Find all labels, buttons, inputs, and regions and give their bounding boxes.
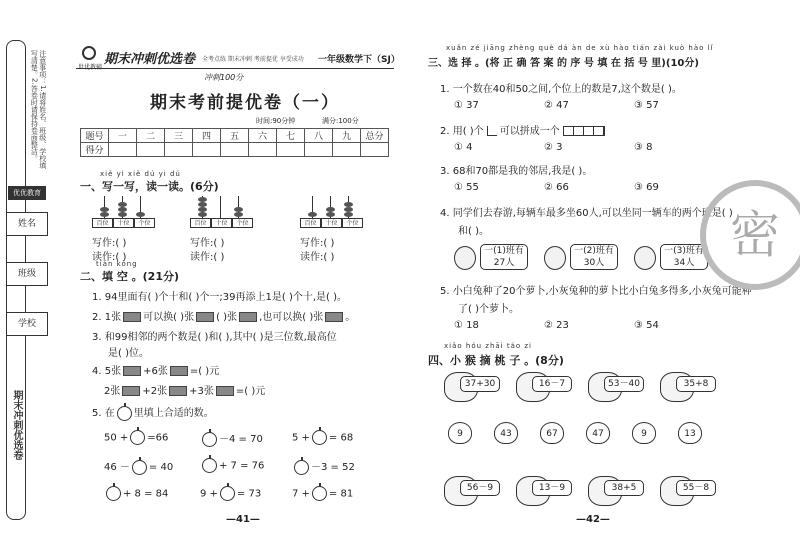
secret-seal: 密 [700,180,800,290]
equation: 9 + = 73 [200,486,261,501]
abacus-column-label: 百位 [92,218,113,228]
abacus-column-label: 十位 [211,218,232,228]
subtitle: 冲刺100分 [204,73,244,82]
choice-option[interactable]: ③ 69 [634,182,659,193]
triangle-icon [487,126,497,136]
student-icon [634,246,656,270]
expression-card: 38+5 [604,480,644,496]
bill-icon [239,312,257,322]
bill-icon [325,312,343,322]
peach[interactable]: 67 [540,422,564,444]
bill-icon [216,386,234,396]
sidebar-logo: 期末冲刺优选卷 [11,390,22,460]
bill-icon [122,386,140,396]
apple-icon[interactable] [220,486,235,501]
expression-card: 35+8 [676,376,716,392]
expression-card: 56－9 [460,480,500,496]
s3-q4: 4. 同学们去春游,每辆车最多坐60人,可以坐同一辆车的两个班是( ) [440,208,733,219]
abacus-column-label: 十位 [113,218,134,228]
s2-q1: 1. 94里面有( )个十和( )个一;39再添上1是( )个十,是( )。 [92,292,348,303]
write-answer[interactable]: 写作:( ) [92,238,127,249]
abacus-column-label: 个位 [342,218,363,228]
score-input-cell[interactable] [361,143,389,157]
score-header-cell: 八 [305,129,333,143]
s2-q2: 2. 1张 可以换( )张 ( )张 ,也可以换( )张 。 [92,312,356,323]
score-table [80,128,389,157]
s2-q4a: 4. 5张 +6张 =( )元 [92,366,220,377]
bill-icon [196,312,214,322]
score-input-cell[interactable] [109,143,137,157]
score-input-cell[interactable] [137,143,165,157]
write-answer[interactable]: 写作:( ) [190,238,225,249]
brand: 期末冲刺优选卷 [104,52,196,67]
s1-title: 一、写一写，读一读。(6分) [80,180,219,193]
choice-option[interactable]: ③ 57 [634,100,659,111]
choice-option[interactable]: ② 47 [544,100,569,111]
sidebar-badge: 优优教育 [8,186,46,200]
apple-icon[interactable] [132,460,147,475]
header-rule [76,68,394,69]
notes: 注意事项：1.请将姓名、班级、学校填写清楚。2.答卷时请保持卷面整洁。 [30,50,47,169]
peach[interactable]: 9 [448,422,472,444]
equation: 5 + = 68 [292,430,353,445]
student-icon [544,246,566,270]
score-header-cell: 七 [277,129,305,143]
s2-q3: 3. 和99相邻的两个数是( )和( ),其中( )是三位数,最高位 [92,332,337,343]
equation: + 7 = 76 [200,458,264,473]
slogan: 全考点练 期末冲刺 考前提优 享受成功 [202,56,304,63]
equation: 46 － = 40 [104,458,173,475]
expression-card: 53－40 [604,376,644,392]
peach[interactable]: 47 [586,422,610,444]
choice-option[interactable]: ② 66 [544,182,569,193]
score-header-cell: 一 [109,129,137,143]
bill-icon [123,366,141,376]
score-input-cell[interactable] [305,143,333,157]
apple-icon[interactable] [294,460,309,475]
score-header-cell: 五 [221,129,249,143]
expression-card: 16－7 [532,376,572,392]
s3-q5: 5. 小白兔种了20个萝卜,小灰兔种的萝卜比小白兔多得多,小灰兔可能种 [440,286,752,297]
score-label-cell: 得分 [81,143,109,157]
choice-option[interactable]: ① 4 [454,142,473,153]
page-number-right: —42— [576,514,610,525]
abacus-column-label: 十位 [321,218,342,228]
expression-card: 55－8 [676,480,716,496]
score-input-cell[interactable] [333,143,361,157]
score-header-cell: 二 [137,129,165,143]
exam-time: 时间:90分钟 [256,117,296,125]
s3-q1: 1. 一个数在40和50之间,个位上的数是7,这个数是( )。 [440,84,682,95]
peach[interactable]: 13 [678,422,702,444]
score-header-cell: 九 [333,129,361,143]
publisher [78,62,102,71]
expression-card: 37+30 [460,376,500,392]
apple-icon[interactable] [106,486,121,501]
class-bubble: 一(3)班有34人 [660,244,708,270]
equation: + 8 = 84 [104,486,168,501]
expression-card: 13－9 [532,480,572,496]
apple-icon [117,406,132,421]
abacus-column-label: 百位 [190,218,211,228]
peach[interactable]: 43 [494,422,518,444]
score-header-cell: 四 [193,129,221,143]
equation: 7 + = 81 [292,486,353,501]
choice-option[interactable]: ② 23 [544,320,569,331]
abacus-column-label: 百位 [300,218,321,228]
score-input-cell[interactable] [249,143,277,157]
s3-q4b: 和( )。 [458,226,489,237]
class-bubble: 一(1)班有27人 [480,244,528,270]
s3-q2: 2. 用( )个 可以拼成一个 [440,122,605,137]
apple-icon[interactable] [312,430,327,445]
bill-icon [169,386,187,396]
equation: 50 + =66 [104,430,168,445]
equation: －3 = 52 [292,458,355,475]
s2-q5: 5. 在 里填上合适的数。 [92,404,214,421]
student-icon [454,246,476,270]
s3-title: 三、选 择 。(将 正 确 答 案 的 序 号 填 在 括 号 里)(10分) [428,58,699,69]
apple-icon[interactable] [130,430,145,445]
s4-title: 四、小 猴 摘 桃 子 。(8分) [428,354,564,367]
read-answer[interactable]: 读作:( ) [190,252,225,263]
s2-pinyin: tián kòng [96,260,138,268]
choice-option[interactable]: ① 18 [454,320,479,331]
s2-title: 二、填 空 。(21分) [80,270,180,283]
score-header-cell: 三 [165,129,193,143]
write-answer[interactable]: 写作:( ) [300,238,335,249]
choice-option[interactable]: ② 3 [544,142,563,153]
s4-pinyin: xiǎo hóu zhāi táo zi [444,342,532,350]
s3-pinyin: xuǎn zé jiāng zhèng què dá àn de xù hào tián zài kuò hào lǐ [446,44,714,52]
score-header-cell: 总分 [361,129,389,143]
abacus [300,196,362,230]
full-score: 满分:100分 [322,117,359,125]
apple-icon[interactable] [202,432,217,447]
s2-q3b: 是( )位。 [108,348,149,359]
exam-title: 期末考前提优卷（一） [150,93,340,113]
equation: －4 = 70 [200,430,263,447]
logo-icon [82,46,96,60]
score-input-cell[interactable] [165,143,193,157]
rectangle-icon [563,126,605,136]
s3-q3: 3. 68和70都是我的邻居,我是( )。 [440,166,593,177]
score-header-cell: 六 [249,129,277,143]
s1-pinyin: xiě yi xiě dú yi dú [100,170,181,178]
read-answer[interactable]: 读作:( ) [300,252,335,263]
abacus-column-label: 个位 [232,218,253,228]
score-input-cell[interactable] [277,143,305,157]
abacus [92,196,154,230]
apple-icon[interactable] [312,486,327,501]
choice-option[interactable]: ③ 8 [634,142,653,153]
choice-option[interactable]: ① 55 [454,182,479,193]
read-answer[interactable]: 读作:( ) [92,252,127,263]
bill-icon [123,312,141,322]
s3-q5b: 了( )个萝卜。 [458,304,519,315]
bill-icon [170,366,188,376]
score-header-cell: 题号 [81,129,109,143]
apple-icon[interactable] [202,458,217,473]
grade-label: 一年级数学下（SJ） [318,55,400,65]
peach[interactable]: 9 [632,422,656,444]
class-field[interactable]: 班级 [6,262,48,286]
s2-q4b: 2张 +2张 +3张 =( )元 [104,386,266,397]
page-number-left: —41— [226,514,260,525]
school-field[interactable]: 学校 [6,312,48,336]
name-field[interactable]: 姓名 [6,212,48,236]
score-input-cell[interactable] [193,143,221,157]
class-bubble: 一(2)班有30人 [570,244,618,270]
abacus-column-label: 个位 [134,218,155,228]
choice-option[interactable]: ③ 54 [634,320,659,331]
choice-option[interactable]: ① 37 [454,100,479,111]
abacus [190,196,252,230]
score-input-cell[interactable] [221,143,249,157]
